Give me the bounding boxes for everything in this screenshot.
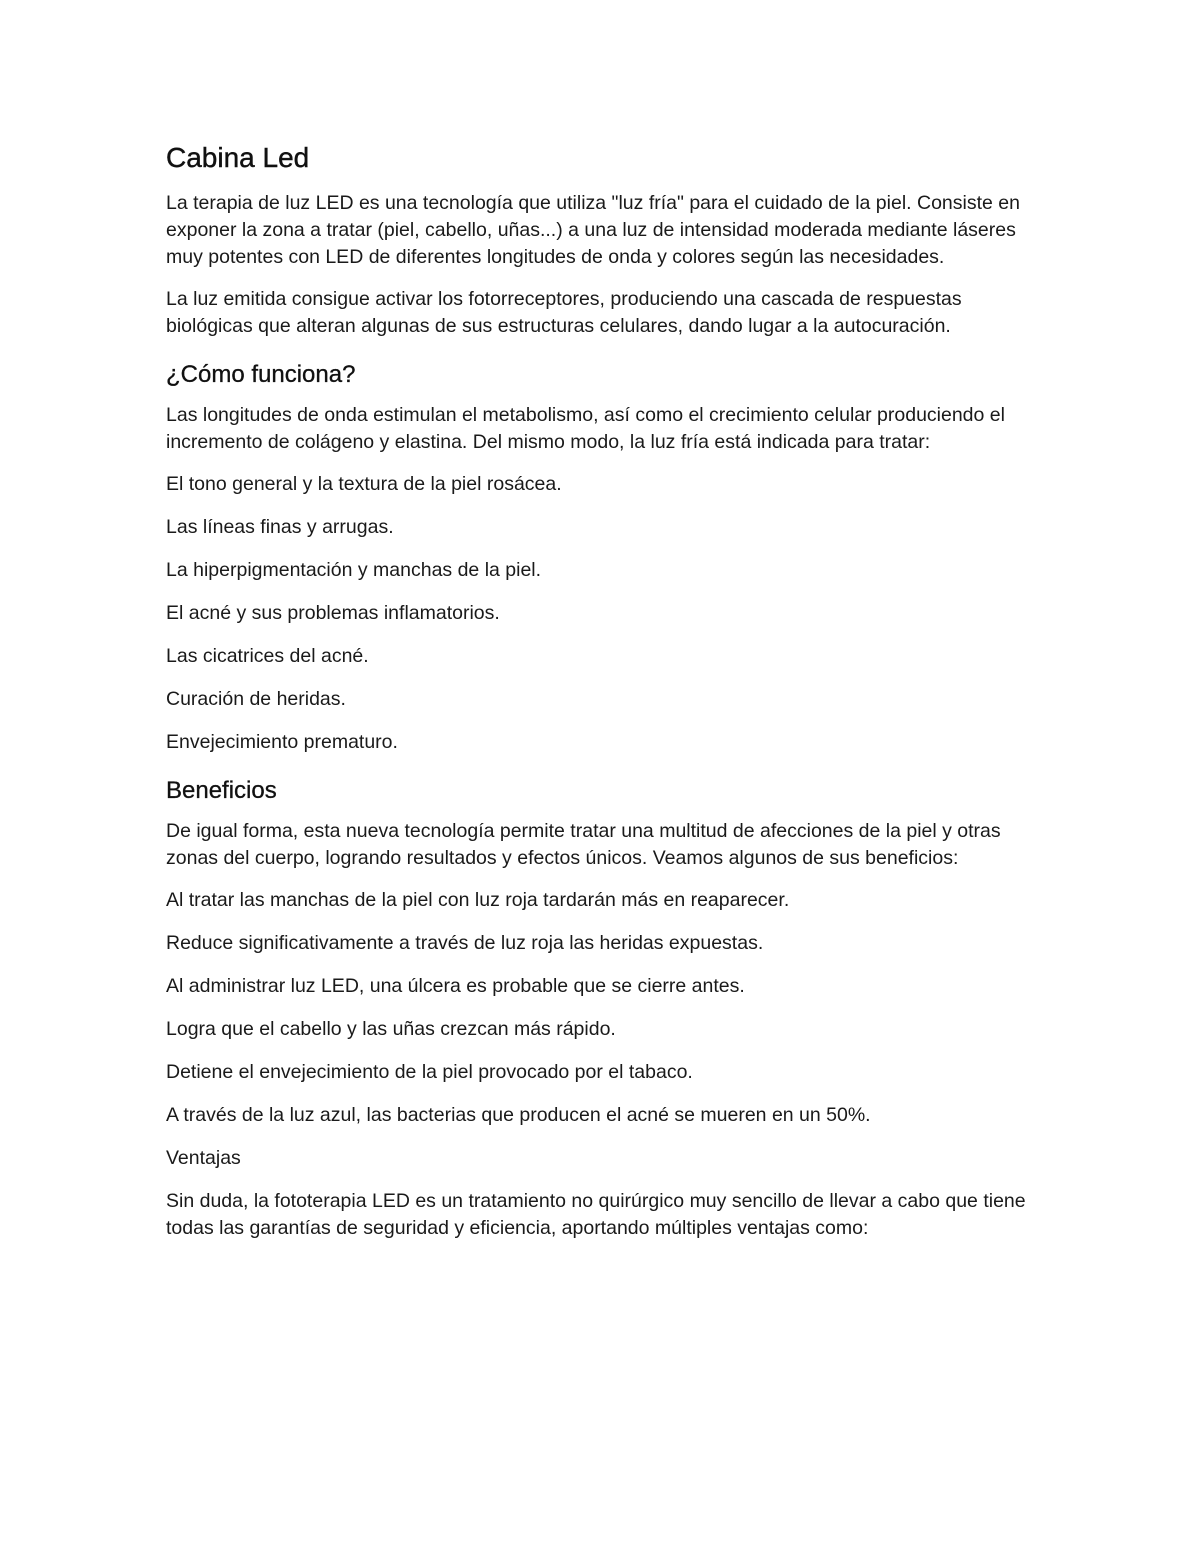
list-item: Detiene el envejecimiento de la piel provocado por el tabaco. xyxy=(166,1061,693,1083)
como-funciona-paragraph: Las longitudes de onda estimulan el metabolismo, así como el crecimiento celular produciendo el incremento de colágeno y elastina. Del mismo modo, la luz fría está indicada para tratar: xyxy=(166,404,1005,453)
intro-paragraph-1: La terapia de luz LED es una tecnología que utiliza "luz fría" para el cuidado de la piel. Consiste en exponer la zona a tratar (piel, cabello, uñas...) a una luz de intensidad moderada mediante láseres muy potentes con LED de diferentes longitudes de onda y colores según las necesidades. xyxy=(166,192,1020,268)
list-item: Al administrar luz LED, una úlcera es probable que se cierre antes. xyxy=(166,975,745,997)
list-item: El acné y sus problemas inflamatorios. xyxy=(166,602,500,624)
list-item: Curación de heridas. xyxy=(166,688,346,710)
document-page xyxy=(166,140,1036,1257)
list-item: Al tratar las manchas de la piel con luz roja tardarán más en reaparecer. xyxy=(166,889,790,911)
list-item: Logra que el cabello y las uñas crezcan más rápido. xyxy=(166,1018,616,1040)
list-item: A través de la luz azul, las bacterias que producen el acné se mueren en un 50%. xyxy=(166,1104,871,1126)
list-item: Las líneas finas y arrugas. xyxy=(166,516,394,538)
document-title: Cabina Led xyxy=(166,142,310,173)
list-item: Las cicatrices del acné. xyxy=(166,645,369,667)
list-item: La hiperpigmentación y manchas de la piel. xyxy=(166,559,542,581)
ventajas-label: Ventajas xyxy=(166,1147,241,1169)
intro-paragraph-2: La luz emitida consigue activar los fotorreceptores, produciendo una cascada de respuestas biológicas que alteran algunas de sus estructuras celulares, dando lugar a la autocuración. xyxy=(166,288,962,337)
list-item: Reduce significativamente a través de luz roja las heridas expuestas. xyxy=(166,932,764,954)
list-item: El tono general y la textura de la piel rosácea. xyxy=(166,473,562,495)
list-item: Envejecimiento prematuro. xyxy=(166,731,398,753)
section-heading-como-funciona: ¿Cómo funciona? xyxy=(166,361,356,388)
ventajas-paragraph: Sin duda, la fototerapia LED es un tratamiento no quirúrgico muy sencillo de llevar a cabo que tiene todas las garantías de seguridad y eficiencia, aportando múltiples ventajas como: xyxy=(166,1190,1026,1239)
section-heading-beneficios: Beneficios xyxy=(166,777,277,804)
beneficios-paragraph: De igual forma, esta nueva tecnología permite tratar una multitud de afecciones de la piel y otras zonas del cuerpo, logrando resultados y efectos únicos. Veamos algunos de sus beneficios: xyxy=(166,820,1001,869)
